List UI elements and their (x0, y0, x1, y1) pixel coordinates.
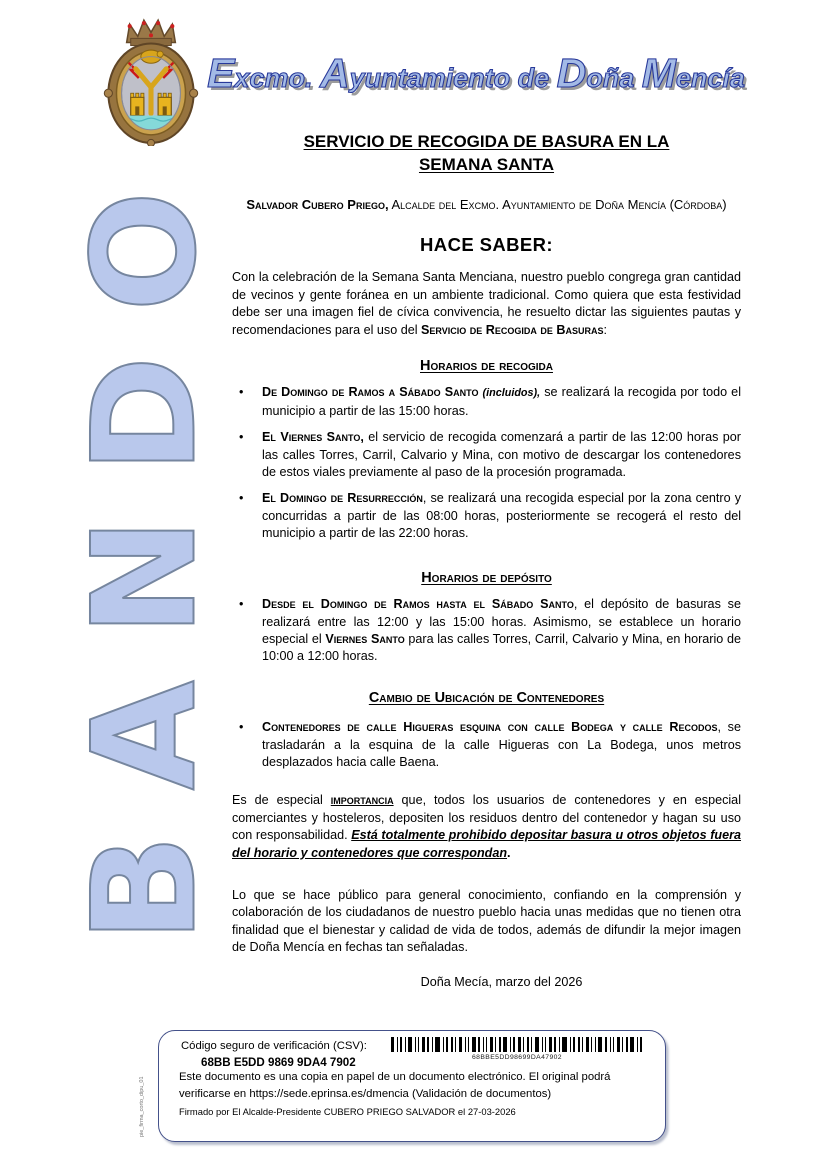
list-item (232, 719, 741, 771)
verification-footer-box (158, 1030, 666, 1142)
list-item (232, 596, 741, 666)
document-title-line2: SEMANA SANTA (418, 155, 555, 174)
verification-note: Este documento es una copia en papel de un documento electrónico. El original podrá verificarse en https://sede.eprinsa.es/dmencia (Validación de documentos) (179, 1071, 611, 1100)
bullet-icon: • (239, 720, 244, 735)
section-heading-deposito: Horarios de depósito (421, 569, 552, 586)
bullet-icon: • (239, 491, 244, 506)
list-item (232, 384, 741, 420)
mayor-subtitle: Salvador Cubero Priego, Alcalde del Excmo. Ayuntamiento de Doña Mencía (Córdoba) (246, 197, 727, 212)
bullet-icon: • (239, 385, 244, 400)
document-title (232, 130, 741, 176)
closing-paragraph: Lo que se hace público para general conocimiento, confiando en la comprensión y colaboración de los ciudadanos de nuestro pueblo hacia unas medidas que no tienen otra finalidad que el bienestar y calidad de vida de todos, además de difundir la mejor imagen de Doña Mencía en fechas tan señaladas. (232, 887, 741, 955)
proclamation-heading: HACE SABER: (420, 234, 553, 255)
signed-note: Firmado por El Alcalde-Presidente CUBERO PRIEGO SALVADOR el 27-03-2026 (179, 1106, 516, 1117)
intro-paragraph: Con la celebración de la Semana Santa Menciana, nuestro pueblo congrega gran cantidad de vecinos y gente foránea en un ambiente tradicional. Como quiera que esta festividad debe ser una imagen fiel de cívica convivencia, he resuelto dictar las siguientes pautas y recomendaciones para el uso del Servicio de Recogida de Basuras: (232, 270, 741, 337)
org-name: Excmo. Ayuntamiento de Doña Mencía (207, 50, 745, 96)
list-item (232, 429, 741, 481)
importance-paragraph: Es de especial importancia que, todos los usuarios de contenedores y en especial comerciantes y hosteleros, depositen los residuos dentro del contenedor y hagan su uso con responsabilidad. Está totalmente prohibido depositar basura u otros objetos fuera del horario y contenedores que correspondan. (232, 793, 741, 860)
list-item (232, 490, 741, 542)
footer-side-code: pie_firma_corto_dipu_01 (139, 1076, 145, 1137)
bullet-text: Contenedores de calle Higueras esquina con calle Bodega y calle Recodos, se trasladarán a la esquina de la calle Higueras con La Bodega, unos metros desplazados hacia calle Baena. (262, 720, 741, 769)
csv-barcode (391, 1037, 643, 1052)
csv-barcode-text: 68BBE5DD98699DA47902 (471, 1054, 562, 1061)
bullet-icon: • (239, 430, 244, 445)
section-heading-contenedores: Cambio de Ubicación de Contenedores (368, 689, 605, 706)
coat-of-arms-icon (94, 12, 208, 146)
section-heading-recogida: Horarios de recogida (420, 358, 553, 375)
document-title-line1: SERVICIO DE RECOGIDA DE BASURA EN LA (303, 132, 670, 151)
bullet-text: El Domingo de Resurrección, se realizará una recogida especial por la zona centro y concurridas a partir de las 08:00 horas, posteriormente se recogerá el resto del municipio a partir de las 22:00 horas. (262, 491, 742, 541)
bullet-text: Desde el Domingo de Ramos hasta el Sábado Santo, el depósito de basuras se realizará entre las 12:00 y las 15:00 horas. Asimismo, se establece un horario especial el Viernes Santo para las calles Torres, Carril, Calvario y Mina, en horario de 10:00 a 12:00 horas. (262, 597, 741, 664)
csv-label: Código seguro de verificación (CSV): (181, 1040, 367, 1052)
coat-of-arms-logo (94, 12, 208, 146)
document-body (232, 0, 741, 991)
bullet-text: El Viernes Santo, el servicio de recogida comenzará a partir de las 12:00 horas por las calles Torres, Carril, Calvario y Mina, con motivo de descargar los contenedores de estos viales previamente al paso de la procesión programada. (262, 430, 741, 480)
bullet-text: De Domingo de Ramos a Sábado Santo (incluidos), se realizará la recogida por todo el municipio a partir de las 15:00 horas. (262, 385, 741, 418)
place-date-line: Doña Mecía, marzo del 2026 (420, 974, 583, 989)
bullet-icon: • (239, 597, 244, 612)
bando-watermark: BANDO (62, 146, 228, 943)
csv-code: 68BB E5DD 9869 9DA4 7902 (201, 1056, 356, 1069)
